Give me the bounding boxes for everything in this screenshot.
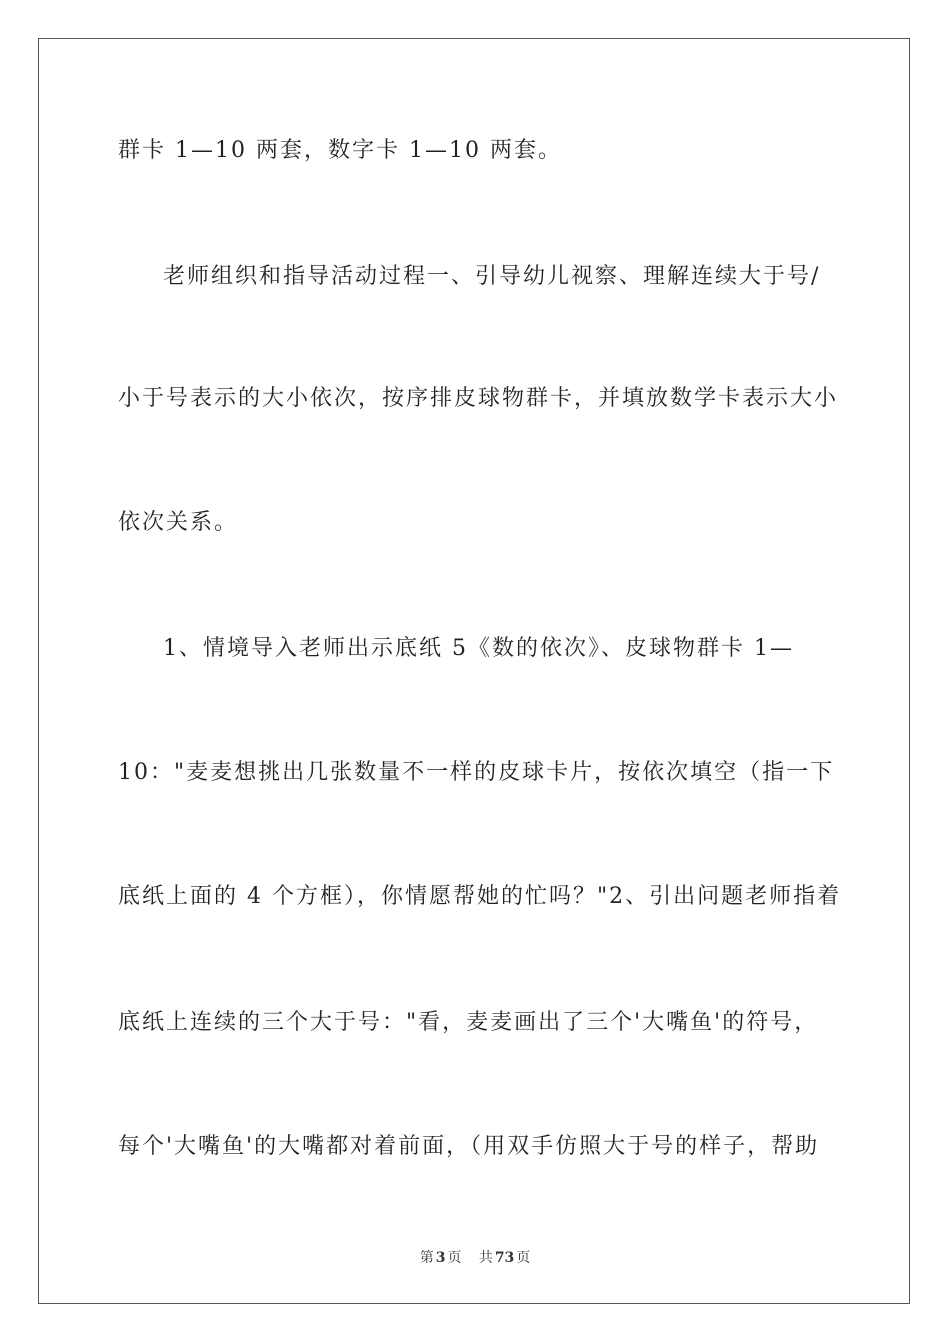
- paragraph-start-line: 老师组织和指导活动过程一、引导幼儿视察、理解连续大于号/: [163, 264, 821, 289]
- text-line-4: 依次关系。: [118, 510, 239, 535]
- total-prefix: 共: [478, 1250, 493, 1266]
- page-footer: [0, 1247, 950, 1267]
- page-number: 3: [435, 1250, 446, 1266]
- total-pages: 73: [494, 1250, 515, 1266]
- paragraph-start-line-2: 1、情境导入老师出示底纸 5《数的依次》、皮球物群卡 1—: [163, 636, 794, 661]
- total-suffix: 页: [516, 1250, 531, 1266]
- page-suffix: 页: [447, 1250, 462, 1266]
- text-line-6: 10："麦麦想挑出几张数量不一样的皮球卡片，按依次填空（指一下: [118, 760, 835, 785]
- text-line-3: 小于号表示的大小依次，按序排皮球物群卡，并填放数学卡表示大小: [118, 386, 839, 411]
- page-border: [38, 38, 910, 1304]
- text-line-9: 每个'大嘴鱼'的大嘴都对着前面，（用双手仿照大于号的样子，帮助: [118, 1134, 820, 1159]
- text-line-1: 群卡 1—10 两套，数字卡 1—10 两套。: [118, 138, 562, 163]
- page-prefix: 第: [419, 1250, 434, 1266]
- text-line-7: 底纸上面的 4 个方框），你情愿帮她的忙吗？"2、引出问题老师指着: [118, 884, 842, 909]
- text-line-8: 底纸上连续的三个大于号："看，麦麦画出了三个'大嘴鱼'的符号，: [118, 1010, 819, 1035]
